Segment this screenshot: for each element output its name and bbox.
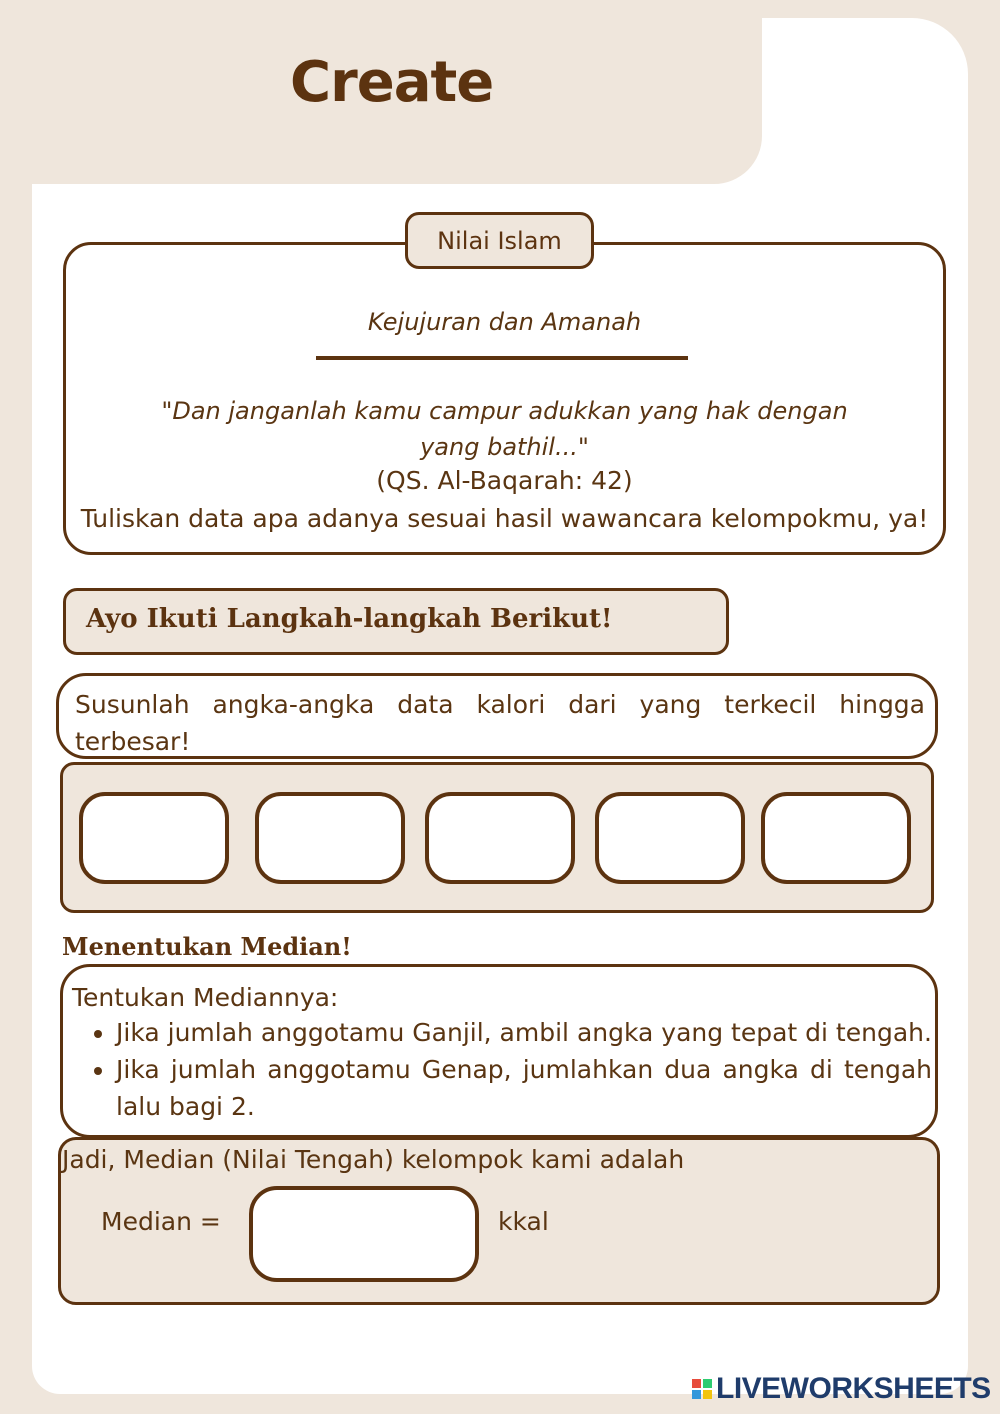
page-title: Create bbox=[290, 50, 494, 115]
median-rule-even: • Jika jumlah anggotamu Genap, jumlahkan dua angka di tengah lalu bagi 2. bbox=[116, 1051, 932, 1125]
median-rule-list bbox=[72, 1014, 932, 1125]
liveworksheets-icon bbox=[692, 1379, 712, 1399]
islamic-value-tag: Nilai Islam bbox=[405, 212, 594, 269]
median-unit: kkal bbox=[498, 1207, 549, 1236]
steps-heading: Ayo Ikuti Langkah-langkah Berikut! bbox=[86, 604, 613, 634]
median-heading: Menentukan Median! bbox=[62, 932, 352, 961]
data-input-5[interactable] bbox=[761, 792, 911, 884]
median-input[interactable] bbox=[249, 1186, 479, 1282]
sort-instruction: Susunlah angka-angka data kalori dari yang terkecil hingga terbesar! bbox=[75, 690, 925, 756]
quran-quote: "Dan janganlah kamu campur adukkan yang hak dengan yang bathil..." bbox=[161, 397, 848, 461]
median-rules bbox=[72, 983, 932, 1125]
median-rule-odd: • Jika jumlah anggotamu Ganjil, ambil angka yang tepat di tengah. bbox=[116, 1014, 932, 1051]
median-conclusion: Jadi, Median (Nilai Tengah) kelompok kami adalah bbox=[62, 1145, 685, 1174]
liveworksheets-logo bbox=[692, 1372, 991, 1406]
liveworksheets-brand: LIVEWORKSHEETS bbox=[716, 1372, 991, 1405]
honesty-instruction: Tuliskan data apa adanya sesuai hasil wawancara kelompokmu, ya! bbox=[80, 504, 929, 533]
data-input-1[interactable] bbox=[79, 792, 229, 884]
median-intro: Tentukan Mediannya: bbox=[72, 983, 339, 1012]
data-input-4[interactable] bbox=[595, 792, 745, 884]
quran-reference: (QS. Al-Baqarah: 42) bbox=[376, 466, 633, 495]
logo-square-2 bbox=[703, 1379, 712, 1388]
islamic-value-subtitle: Kejujuran dan Amanah bbox=[367, 308, 642, 336]
median-label: Median = bbox=[101, 1207, 221, 1236]
divider bbox=[316, 356, 688, 360]
steps-heading-box bbox=[63, 588, 729, 655]
data-input-3[interactable] bbox=[425, 792, 575, 884]
logo-square-1 bbox=[692, 1379, 701, 1388]
logo-square-4 bbox=[703, 1390, 712, 1399]
data-input-2[interactable] bbox=[255, 792, 405, 884]
logo-square-3 bbox=[692, 1390, 701, 1399]
